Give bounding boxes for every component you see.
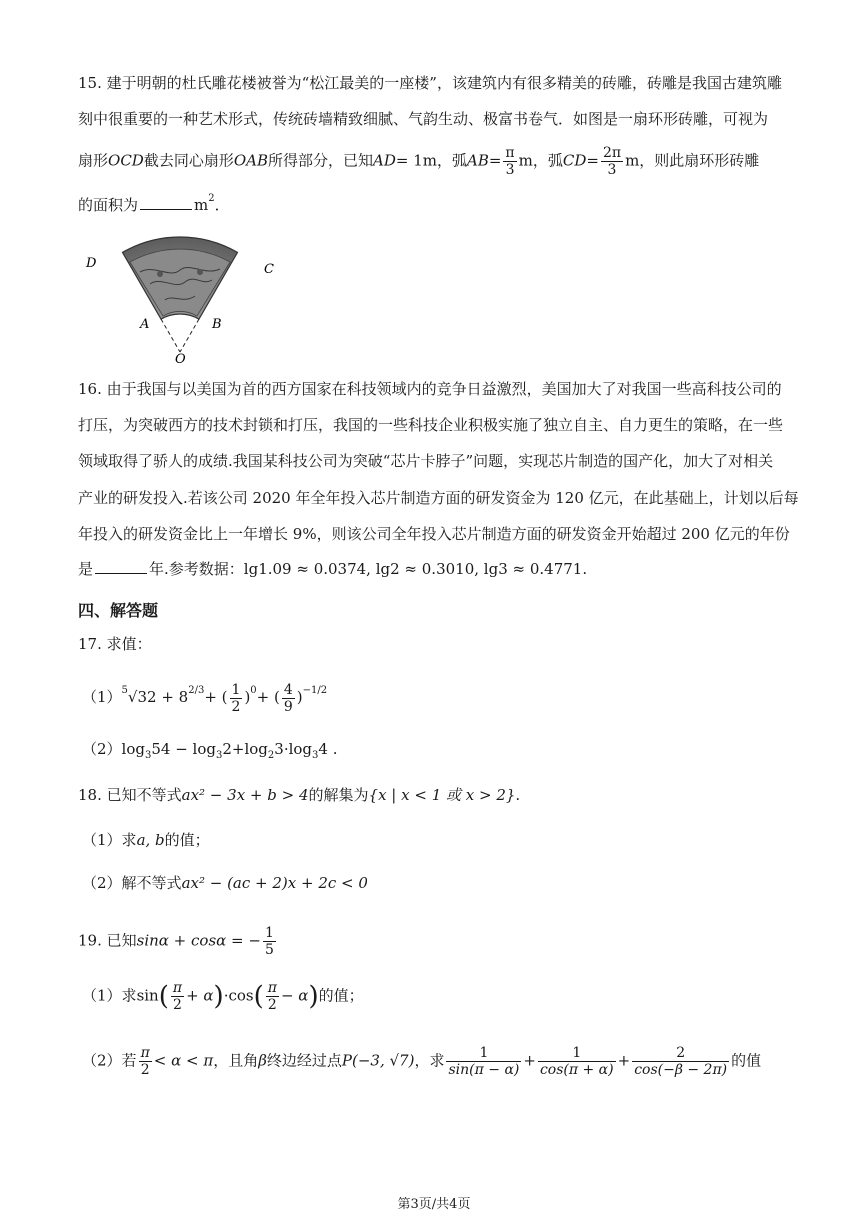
fraction-pi-over-3: $\frac{\pi}{3}$ bbox=[505, 145, 515, 178]
label-o: O bbox=[175, 352, 186, 364]
q18-title: 18. 已知不等式ax² − 3x + b > 4的解集为{x | x < 1 或 x > 2}. bbox=[78, 786, 521, 804]
answer-blank bbox=[95, 559, 147, 574]
label-b: B bbox=[212, 317, 222, 332]
q16-line4: 产业的研发投入.若该公司 2020 年全年投入芯片制造方面的研发资金为 120 亿元，在此基础上，计划以后每 bbox=[78, 489, 799, 507]
fraction-2pi-over-3: $\frac{2\pi}{3}$ bbox=[602, 145, 622, 178]
q16-line5: 年投入的研发资金比上一年增长 9%，则该公司全年投入芯片制造方面的研发资金开始超过 200 亿元的年份 bbox=[78, 525, 790, 543]
annular-sector-figure bbox=[80, 224, 290, 364]
q19-title: 19. 已知sinα + cosα = − $\frac{1}{5}$ bbox=[78, 925, 274, 958]
q19-part2: （2）若 $\frac{\pi}{2}$ < α < π，且角β终边经过点P(−3, √7)，求 $\frac{1}{\sin(\pi - \alpha)}$ + $\frac{1}{\cos(\pi + \alpha)}$ + $\frac{2}{\cos(-\beta - 2\pi)}$ 的值 bbox=[82, 1045, 762, 1078]
label-d: D bbox=[86, 256, 97, 271]
q18-part2: （2）解不等式ax² − (ac + 2)x + 2c < 0 bbox=[82, 874, 368, 892]
q16-line1: 16. 由于我国与以美国为首的西方国家在科技领域内的竞争日益激烈，美国加大了对我国一些高科技公司的 bbox=[78, 380, 782, 398]
q17-part2: $(2)\log_354 - \log_32+\log_23\cdot\log_34$ . bbox=[82, 740, 338, 761]
label-c: C bbox=[264, 262, 274, 277]
q18-part1: （1）求a, b的值； bbox=[82, 831, 210, 849]
page-number: 第3页/共4页 bbox=[397, 1197, 471, 1212]
label-a: A bbox=[140, 317, 150, 332]
section-title: 四、解答题 bbox=[78, 601, 159, 620]
q15-line3: 扇形OCD截去同心扇形OAB所得部分，已知AD= 1m，弧AB= $\frac{\pi}{3}$ m，弧CD= $\frac{2\pi}{3}$ m，则此扇环形砖雕 bbox=[78, 145, 760, 178]
q17-title: 17. 求值： bbox=[78, 635, 152, 653]
answer-blank bbox=[140, 195, 192, 210]
q16-line2: 打压，为突破西方的技术封锁和打压，我国的一些科技企业积极实施了独立自主、自力更生的策略，在一些 bbox=[78, 416, 784, 434]
q16-line6: 是 年.参考数据：lg1.09 ≈ 0.0374, lg2 ≈ 0.3010, lg3 ≈ 0.4771. bbox=[78, 560, 588, 578]
q15-line2: 刻中很重要的一种艺术形式，传统砖墙精致细腻、气韵生动、极富书卷气．如图是一扇环形砖雕，可视为 bbox=[78, 110, 769, 128]
q15-line4: 的面积为 $m^2$． bbox=[78, 193, 230, 214]
q17-part1: $(1)^5√32 + 8^{2/3}+$ ( $\frac{1}{2}$ )$^0$+ ( $\frac{4}{9}$ )$^{-1/2}$ bbox=[82, 681, 328, 715]
q15-line1: 15. 建于明朝的杜氏雕花楼被誉为“松江最美的一座楼”，该建筑内有很多精美的砖雕，砖雕是我国古建筑雕 bbox=[78, 74, 782, 92]
q16-line3: 领域取得了骄人的成绩.我国某科技公司为突破“芯片卡脖子”问题，实现芯片制造的国产化，加大了对相关 bbox=[78, 452, 774, 470]
q19-part1: （1）求sin( $\frac{\pi}{2}$ + α)·cos( $\frac{\pi}{2}$ − α)的值； bbox=[82, 980, 364, 1013]
